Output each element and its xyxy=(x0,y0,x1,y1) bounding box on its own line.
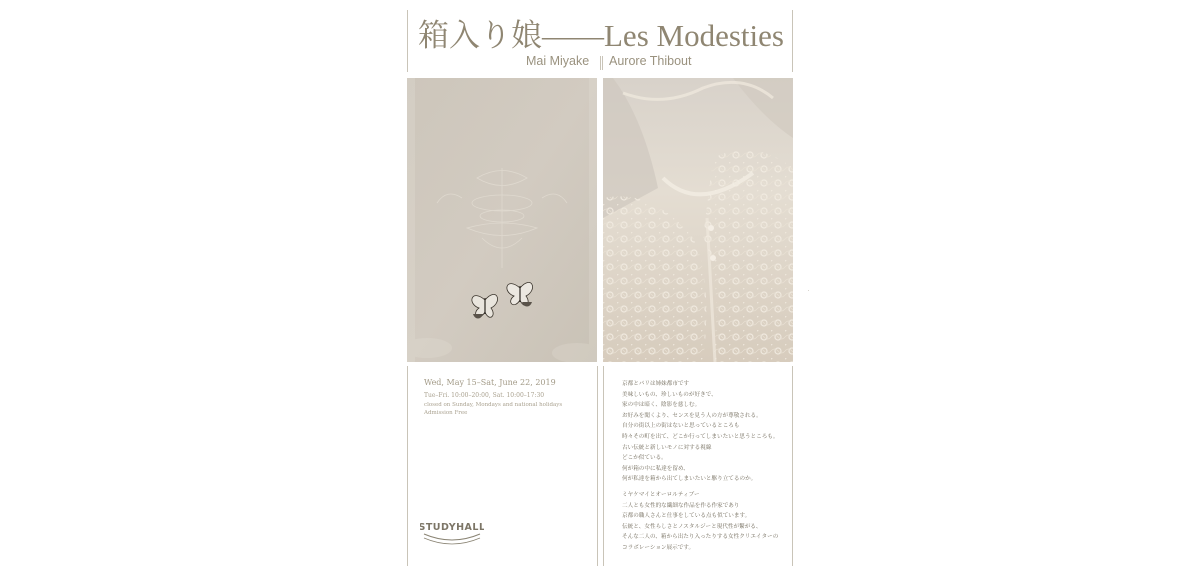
statement-2-line: 二人とも女性的な繊細な作品を作る作家であり xyxy=(622,502,740,509)
closed-days: closed on Sunday, Mondays and national holidays xyxy=(424,402,563,408)
rule-artist-divider xyxy=(600,56,601,70)
artwork-lace xyxy=(603,78,793,362)
statement-1-line: どこか似ている。 xyxy=(622,455,667,462)
statement-2-line: ミヤケマイとオーロルティブー xyxy=(622,492,700,498)
rule-artist-divider xyxy=(602,56,603,70)
exhibition-dates: Wed, May 15–Sat, June 22, 2019 xyxy=(424,378,556,387)
statement-2-line: そんな二人の、箱から出たり入ったりする女性クリエイターの xyxy=(622,534,779,541)
statement-1-line: 家の中は暗く、陰影を慈しむ。 xyxy=(622,402,701,409)
statement-2-line: コラボレーション展示です。 xyxy=(622,544,695,551)
statement-paragraph-1 xyxy=(622,379,792,485)
rule-mid-bottom xyxy=(603,366,604,566)
statement-2-line: 京都の職人さんと仕事をしている点も似ています。 xyxy=(622,513,751,520)
rule-right-bottom xyxy=(792,366,793,566)
statement-paragraph-2 xyxy=(622,490,792,554)
statement-1-line: お好みを聞くより、センスを見う人の方が尊敬される。 xyxy=(622,412,762,419)
rule-left-bottom xyxy=(407,366,408,566)
rule-left-top xyxy=(407,10,408,72)
opening-hours: Tue–Fri. 10:00–20:00, Sat. 10:00–17:30 xyxy=(424,392,545,399)
artist-right: Aurore Thibout xyxy=(609,54,692,68)
rule-right-top xyxy=(792,10,793,72)
statement-1-line: 古い伝統と新しいモノに対する視線 xyxy=(622,444,712,451)
logo-text: STUDYHALL xyxy=(420,522,484,533)
statement-1-line: 京都とパリは姉妹都市です xyxy=(622,381,690,387)
statement-1-line: 美味しいもの、珍しいものが好きで、 xyxy=(622,391,717,398)
poster-title: 箱入り娘——Les Modesties xyxy=(418,18,784,53)
studyhall-logo xyxy=(420,512,484,546)
statement-1-line: 何が箱の中に私達を留め、 xyxy=(622,465,689,472)
statement-1-line: 自分の街以上の街はないと思っているところも xyxy=(622,423,740,430)
artwork-butterflies xyxy=(407,78,597,362)
statement-2-line: 伝統と、女性らしさとノスタルジーと現代性が繋がる、 xyxy=(622,523,762,530)
rule-mid-bottom xyxy=(597,366,598,566)
admission: Admission Free xyxy=(424,410,468,416)
statement-1-line: 時々その町を出て、どこか行ってしまいたいと思うところも。 xyxy=(622,433,779,440)
statement-1-line: 何が私達を箱から出てしまいたいと駆り立てるのか。 xyxy=(622,476,757,483)
artist-left: Mai Miyake xyxy=(526,54,590,68)
